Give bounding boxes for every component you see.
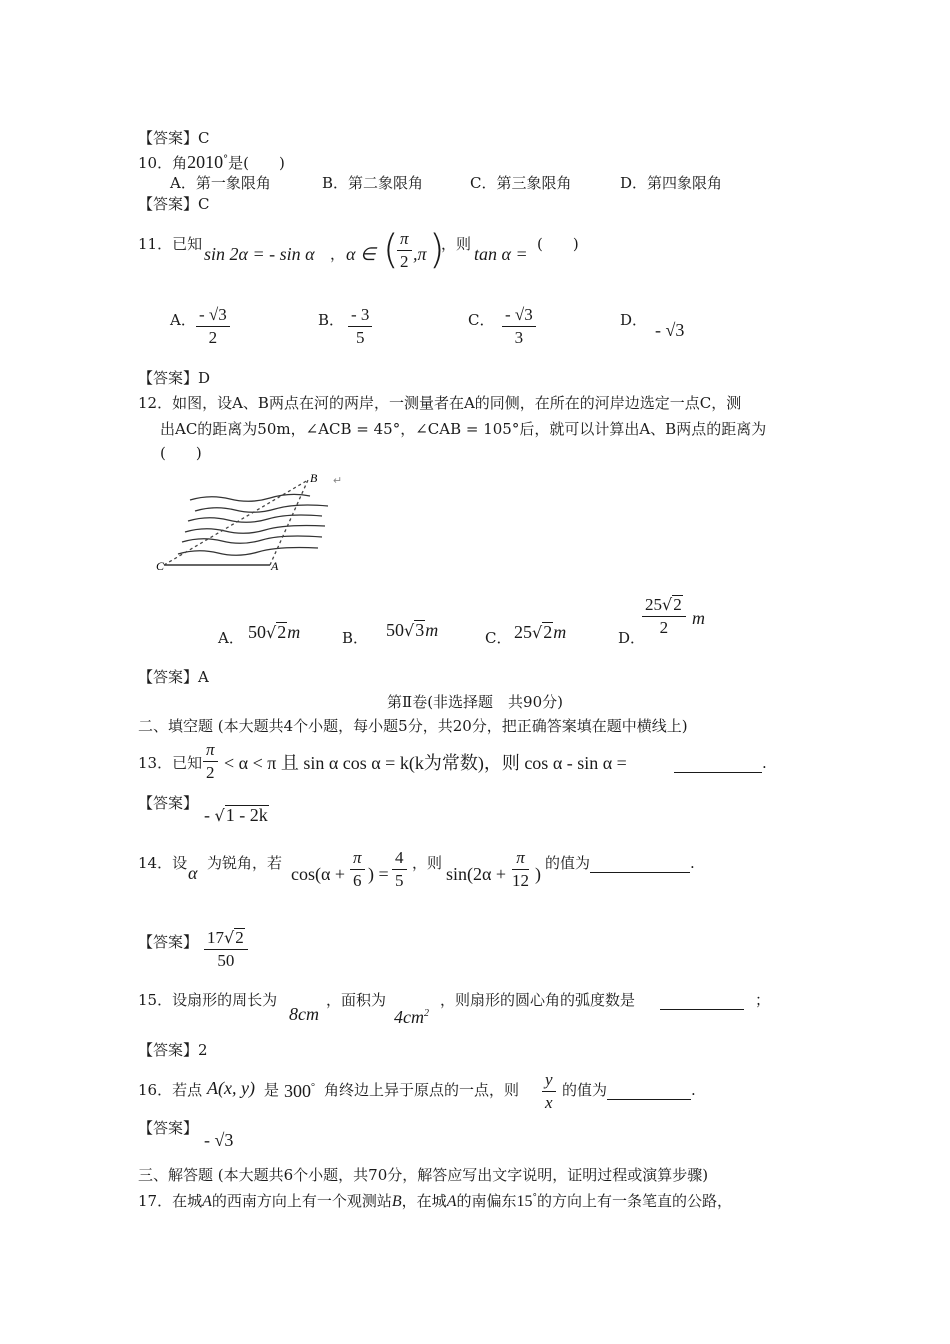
answer-value: 2: [198, 1041, 208, 1059]
q13-answer: - √1 - 2k: [204, 805, 268, 825]
q16-answer-label: 【答案】: [138, 1119, 199, 1137]
q11-paren: ( ): [537, 235, 579, 253]
q15-text-3: ，则扇形的圆心角的弧度数是: [440, 991, 636, 1009]
q16-point: A(x, y): [207, 1078, 255, 1098]
q13-answer-label: 【答案】: [138, 794, 199, 812]
q16-blank[interactable]: [607, 1083, 691, 1100]
q12-option-d-unit: m: [692, 608, 705, 628]
q15-blank-line[interactable]: [660, 990, 744, 1010]
q12-option-c-letter: C．: [485, 629, 512, 647]
q13-blank[interactable]: .: [674, 753, 767, 773]
q12-option-a-letter: A．: [218, 629, 244, 647]
line-ab: [270, 480, 308, 565]
answer-value: A: [198, 668, 209, 686]
answer-label: 【答案】: [138, 195, 199, 213]
answer-label: 【答案】: [138, 129, 199, 147]
q11-pi-half: π 2: [397, 229, 412, 272]
q15-perimeter: 8cm: [289, 1004, 319, 1024]
section-3-subtitle: 三、解答题 (本大题共6个小题，共70分，解答应写出文字说明，证明过程或演算步骤): [138, 1166, 709, 1184]
q14-close-paren: ): [535, 864, 541, 884]
q12-option-a-expr: 50√2m: [248, 622, 301, 642]
q11-option-b-frac: - 3 5: [348, 305, 372, 348]
q12-option-d-frac: 25√2 2: [642, 595, 686, 638]
line-cb: [164, 480, 308, 565]
q14-blank[interactable]: [590, 856, 690, 873]
stem-text: 角: [172, 154, 188, 172]
q11-answer: [138, 368, 210, 388]
q11-option-d-letter: D．: [620, 311, 648, 329]
q11-equation: sin 2α = - sin α: [204, 244, 315, 264]
river-figure: [150, 466, 360, 578]
q11-tan: tan α =: [474, 244, 528, 264]
q14-tail: 的值为 .: [545, 854, 695, 872]
q12-option-d-letter: D．: [618, 629, 646, 647]
stem-text: 是( ): [228, 154, 285, 172]
q11-option-c-frac: - √3 3: [502, 305, 536, 348]
q14-then: ，则: [412, 854, 443, 872]
q11-number: 11．已知: [138, 235, 203, 253]
q11-pi: ,π: [413, 244, 427, 264]
q12-option-b-letter: B．: [342, 629, 369, 647]
q14-number: 14．设: [138, 854, 188, 872]
q10-option-d: D．第四象限角: [620, 174, 723, 192]
q16-tail: 的值为 .: [562, 1081, 696, 1099]
q10-answer: [138, 194, 210, 214]
q16-y-over-x: y x: [542, 1070, 556, 1113]
answer-label: 【答案】: [138, 668, 199, 686]
q11-in: α ∈: [346, 244, 376, 264]
answer-value: C: [198, 195, 210, 213]
q12-line-2: 出AC的距离为50m，∠ACB = 45°，∠CAB = 105°后，就可以计算出A、B两点的距离为: [160, 420, 767, 438]
answer-label: 【答案】: [138, 1041, 199, 1059]
q14-pi-twelve: π 12: [512, 848, 529, 890]
q11-option-a-frac: - √3 2: [196, 305, 230, 348]
q14-cos: cos(α +: [291, 864, 346, 884]
q10-stem: [138, 150, 285, 173]
section-2-title: 第Ⅱ卷(非选择题 共90分): [387, 693, 563, 711]
answer-label: 【答案】: [138, 369, 199, 387]
q14-pi-six: π 6: [350, 848, 365, 891]
q13-pi-half: π 2: [203, 740, 218, 783]
q15-area: $4cm^2$: [394, 1007, 429, 1027]
section-2-subtitle: 二、填空题 (本大题共4个小题，每小题5分，共20分，把正确答案填在题中横线上): [138, 717, 688, 735]
q11-option-d-expr: - √3: [655, 320, 685, 340]
label-c: C: [156, 559, 165, 573]
q10-option-b: B．第二象限角: [322, 174, 424, 192]
q12-line-1: 12．如图，设A、B两点在河的两岸，一测量者在A的同侧，在所在的河岸边选定一点C，测: [138, 394, 742, 412]
return-mark: ↵: [333, 475, 343, 487]
q14-equals: ) =: [368, 864, 389, 884]
q17-line-1: 17．在城A的西南方向上有一个观测站B，在城A的南偏东15°的方向上有一条笔直的公路，: [138, 1192, 732, 1210]
q12-line-3: ( ): [160, 444, 202, 462]
angle-value: 2010: [187, 152, 224, 172]
answer-value: C: [198, 129, 210, 147]
q11-then: ，则: [441, 235, 472, 253]
river-waves: [178, 494, 328, 555]
q14-mid: 为锐角，若: [207, 854, 283, 872]
q15-answer: [138, 1040, 208, 1060]
label-a: A: [271, 559, 279, 573]
q9-answer: [138, 128, 210, 148]
q15-text-2: ，面积为: [326, 991, 387, 1009]
q12-option-b-expr: 50√3m: [386, 620, 439, 640]
q14-answer: 17√2 50: [204, 928, 248, 971]
q14-sin: sin(2α +: [446, 864, 507, 884]
q16-angle: 300°: [284, 1081, 315, 1101]
question-number: 10．: [138, 154, 173, 172]
q13-number: 13．已知: [138, 754, 203, 772]
q11-option-c-letter: C．: [468, 311, 495, 329]
q11-option-a-letter: A．: [170, 311, 196, 329]
q16-text-2: 是: [264, 1081, 280, 1099]
q14-four-fifths: 4 5: [392, 848, 407, 891]
q11-comma: ，: [330, 245, 346, 263]
q15-text-1: 15．设扇形的周长为: [138, 991, 278, 1009]
q16-answer: - √3: [204, 1130, 234, 1150]
q10-option-c: C．第三象限角: [470, 174, 572, 192]
label-b: B: [310, 471, 318, 485]
answer-value: D: [198, 369, 211, 387]
degree-sign: °: [223, 154, 229, 165]
q10-option-a: A．第一象限角: [170, 174, 271, 192]
q14-alpha: α: [188, 863, 198, 883]
q12-option-c-expr: 25√2m: [514, 622, 567, 642]
q13-condition: < α < π 且 sin α cos α = k(k为常数)，则 cos α - sin α =: [224, 753, 627, 773]
q14-answer-label: 【答案】: [138, 933, 199, 951]
q16-text-1: 16．若点: [138, 1081, 203, 1099]
q12-answer: [138, 667, 209, 687]
left-paren: (: [383, 227, 399, 273]
q16-text-3: 角终边上异于原点的一点，则: [324, 1081, 520, 1099]
q15-end: ；: [755, 991, 771, 1009]
right-paren: ): [429, 227, 445, 273]
q11-option-b-letter: B．: [318, 311, 345, 329]
